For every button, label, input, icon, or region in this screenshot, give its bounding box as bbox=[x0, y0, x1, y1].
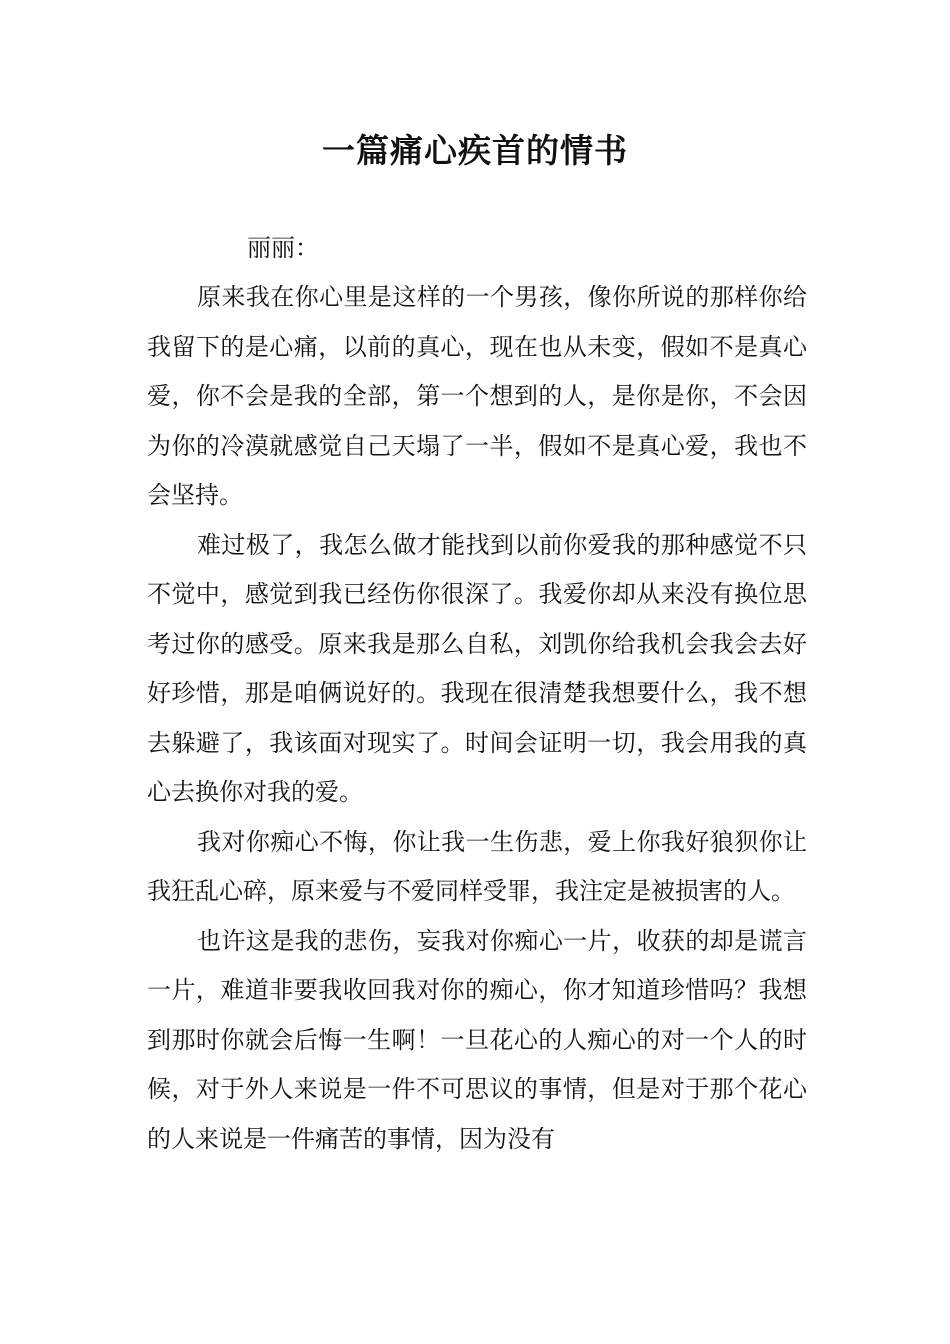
paragraph-2: 难过极了，我怎么做才能找到以前你爱我的那种感觉不只不觉中，感觉到我已经伤你很深了。我爱你却从来没有换位思考过你的感受。原来我是那么自私，刘凯你给我机会我会去好好珍惜，那是咱俩说好的。我现在很清楚我想要什么，我不想去躲避了，我该面对现实了。时间会证明一切，我会用我的真心去换你对我的爱。 bbox=[147, 530, 807, 806]
document-title: 一篇痛心疾首的情书 bbox=[322, 131, 628, 170]
letter-body bbox=[147, 223, 807, 1164]
paragraph-4: 也许这是我的悲伤，妄我对你痴心一片，收获的却是谎言一片，难道非要我收回我对你的痴心，你才知道珍惜吗？我想到那时你就会后悔一生啊！一旦花心的人痴心的对一个人的时候，对于外人来说是一件不可思议的事情，但是对于那个花心的人来说是一件痛苦的事情，因为没有 bbox=[147, 926, 807, 1153]
paragraph-3: 我对你痴心不悔，你让我一生伤悲，爱上你我好狼狈你让我狂乱心碎，原来爱与不爱同样受罪，我注定是被损害的人。 bbox=[147, 827, 807, 905]
paragraph-1: 原来我在你心里是这样的一个男孩，像你所说的那样你给我留下的是心痛，以前的真心，现在也从未变，假如不是真心爱，你不会是我的全部，第一个想到的人，是你是你，不会因为你的冷漠就感觉自己天塌了一半，假如不是真心爱，我也不会坚持。 bbox=[147, 283, 807, 509]
salutation: 丽丽： bbox=[247, 234, 319, 262]
